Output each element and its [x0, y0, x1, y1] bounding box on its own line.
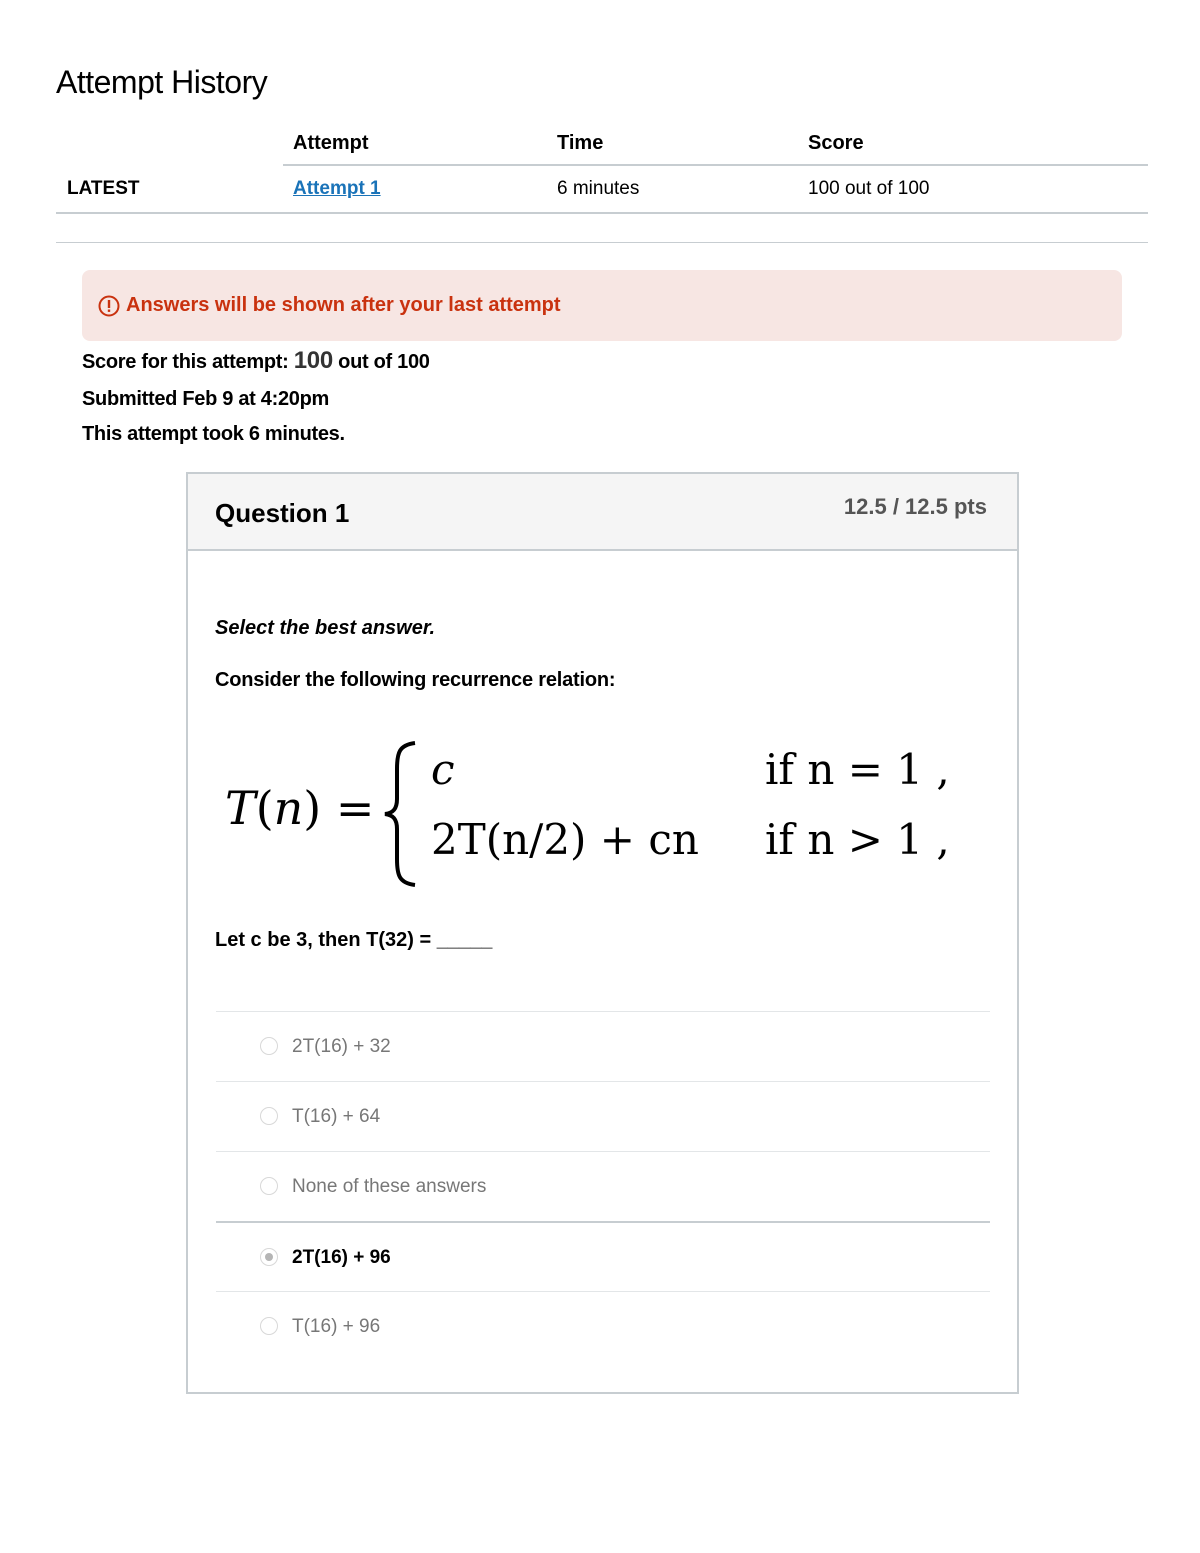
latest-tag: LATEST — [67, 178, 140, 199]
attempt-history-table — [56, 122, 1148, 214]
time-cell: 6 minutes — [557, 178, 640, 199]
question-prompt: Let c be 3, then T(32) = _____ — [215, 929, 493, 951]
score-total: out of 100 — [338, 351, 430, 373]
attempt-cell — [293, 178, 381, 200]
answer-option[interactable] — [216, 1081, 990, 1151]
alert-text: Answers will be shown after your last attempt — [126, 294, 561, 316]
score-label: Score for this attempt: — [82, 351, 289, 373]
question-intro: Consider the following recurrence relation: — [215, 669, 616, 691]
answer-option[interactable] — [216, 1151, 990, 1221]
radio-button[interactable] — [260, 1037, 278, 1055]
section-divider — [56, 242, 1148, 243]
radio-button-selected[interactable] — [260, 1248, 278, 1266]
answer-label: None of these answers — [292, 1176, 487, 1197]
attempt-score — [82, 347, 430, 375]
answer-label: T(16) + 64 — [292, 1106, 381, 1127]
radio-button[interactable] — [260, 1317, 278, 1335]
column-header-attempt: Attempt — [293, 132, 369, 154]
column-header-score: Score — [808, 132, 864, 154]
answer-label: 2T(16) + 32 — [292, 1036, 391, 1057]
column-header-time: Time — [557, 132, 604, 154]
question-instruction: Select the best answer. — [215, 617, 436, 639]
left-brace — [381, 739, 421, 889]
table-header-row — [56, 122, 1148, 166]
question-header — [188, 474, 1017, 551]
answers-hidden-alert — [82, 270, 1122, 341]
case2-expression: 2T(n/2) + cn — [431, 815, 699, 864]
attempt-link[interactable]: Attempt 1 — [293, 178, 381, 199]
case1-condition: if n = 1 , — [765, 745, 950, 794]
question-title: Question 1 — [215, 498, 350, 528]
score-value: 100 — [293, 347, 333, 374]
radio-button[interactable] — [260, 1107, 278, 1125]
answer-option[interactable] — [216, 1011, 990, 1081]
attempt-duration: This attempt took 6 minutes. — [82, 423, 345, 445]
recurrence-formula — [215, 729, 975, 889]
case1-expression: c — [431, 745, 455, 794]
radio-button[interactable] — [260, 1177, 278, 1195]
table-row — [56, 166, 1148, 214]
submitted-time: Submitted Feb 9 at 4:20pm — [82, 388, 329, 410]
answer-option-selected[interactable] — [216, 1221, 990, 1291]
page-title: Attempt History — [56, 64, 268, 100]
answer-label: T(16) + 96 — [292, 1316, 381, 1337]
answer-option[interactable] — [216, 1291, 990, 1361]
info-icon — [98, 295, 120, 317]
score-cell: 100 out of 100 — [808, 178, 930, 199]
question-card — [186, 472, 1019, 1394]
answer-label: 2T(16) + 96 — [292, 1247, 391, 1268]
formula-lhs: T(n) = — [225, 781, 375, 835]
case2-condition: if n > 1 , — [765, 815, 950, 864]
question-points: 12.5 / 12.5 pts — [843, 494, 987, 519]
answer-list — [216, 1011, 990, 1361]
